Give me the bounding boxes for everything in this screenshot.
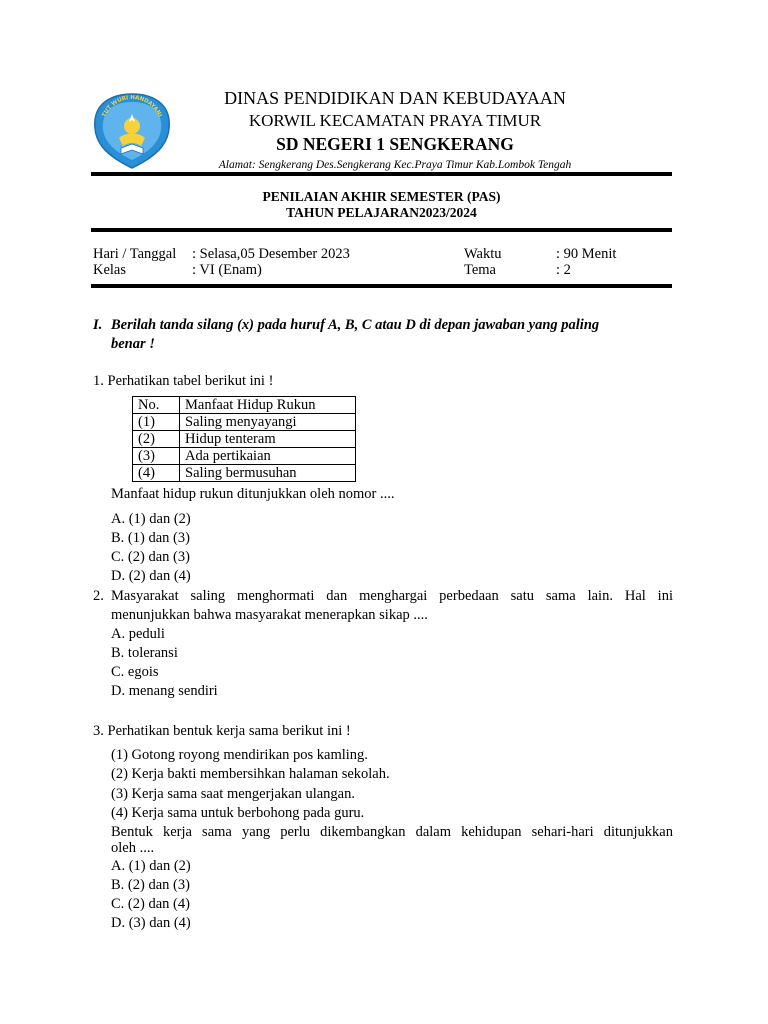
- q3-item-4: (4) Kerja sama untuk berbohong pada guru.: [111, 805, 365, 821]
- header-divider: [91, 172, 672, 176]
- table-cell: Saling menyayangi: [180, 414, 356, 431]
- class-label: Kelas: [93, 262, 127, 278]
- question-3: 3. Perhatikan bentuk kerja sama berikut ini !: [93, 723, 351, 739]
- school-address: Alamat: Sengkerang Des.Sengkerang Kec.Praya Timur Kab.Lombok Tengah: [218, 159, 572, 171]
- agency-name: DINAS PENDIDIKAN DAN KEBUDAYAAN: [224, 88, 566, 108]
- q3-item-3: (3) Kerja sama saat mengerjakan ulangan.: [111, 786, 355, 802]
- rukun-table: [132, 396, 356, 482]
- q1-option-a: A. (1) dan (2): [111, 511, 191, 527]
- q2-option-b: B. toleransi: [111, 645, 178, 661]
- school-name: SD NEGERI 1 SENGKERANG: [276, 134, 514, 154]
- table-row: [133, 448, 356, 465]
- class-value: : VI (Enam): [192, 262, 262, 278]
- exam-info: [93, 246, 673, 278]
- logo-motto: TUT WURI HANDAYANI: [101, 94, 163, 119]
- q2-option-c: C. egois: [111, 664, 159, 680]
- table-cell: Ada pertikaian: [180, 448, 356, 465]
- day-label: Hari / Tanggal: [93, 246, 177, 262]
- table-row: [133, 431, 356, 448]
- question-3-prompt-line-2: oleh ....: [111, 840, 155, 856]
- table-cell: (3): [133, 448, 180, 465]
- exam-title: [91, 189, 672, 221]
- table-cell: (2): [133, 431, 180, 448]
- table-cell: (4): [133, 465, 180, 482]
- table-cell: (1): [133, 414, 180, 431]
- question-1: 1. Perhatikan tabel berikut ini !: [93, 373, 274, 389]
- q1-option-d: D. (2) dan (4): [111, 568, 191, 584]
- district-name: KORWIL KECAMATAN PRAYA TIMUR: [248, 111, 542, 130]
- exam-name: PENILAIAN AKHIR SEMESTER (PAS): [262, 189, 501, 204]
- section-instruction: [93, 316, 653, 354]
- q2-option-a: A. peduli: [111, 626, 165, 642]
- q1-option-b: B. (1) dan (3): [111, 530, 190, 546]
- time-label: Waktu: [464, 246, 502, 262]
- table-cell: Saling bermusuhan: [180, 465, 356, 482]
- time-value: : 90 Menit: [556, 246, 617, 262]
- q3-option-c: C. (2) dan (4): [111, 896, 190, 912]
- table-row: [133, 414, 356, 431]
- section-number: I.: [93, 317, 103, 333]
- question-2-number: 2.: [93, 588, 104, 604]
- info-divider: [91, 284, 672, 288]
- table-header-cell: Manfaat Hidup Rukun: [180, 397, 356, 414]
- theme-label: Tema: [464, 262, 496, 278]
- tut-wuri-handayani-logo-icon: [91, 92, 173, 170]
- title-divider: [91, 228, 672, 232]
- table-cell: Hidup tenteram: [180, 431, 356, 448]
- table-row: [133, 465, 356, 482]
- letterhead: [185, 86, 605, 173]
- q3-option-b: B. (2) dan (3): [111, 877, 190, 893]
- q1-option-c: C. (2) dan (3): [111, 549, 190, 565]
- q2-option-d: D. menang sendiri: [111, 683, 218, 699]
- q3-option-a: A. (1) dan (2): [111, 858, 191, 874]
- table-header-cell: No.: [133, 397, 180, 414]
- table-header-row: [133, 397, 356, 414]
- academic-year: TAHUN PELAJARAN2023/2024: [286, 205, 477, 220]
- q3-item-1: (1) Gotong royong mendirikan pos kamling.: [111, 747, 368, 763]
- question-2-line-1: Masyarakat saling menghormati dan menghargai perbedaan satu sama lain. Hal ini: [111, 588, 673, 604]
- question-1-prompt: Manfaat hidup rukun ditunjukkan oleh nomor ....: [111, 486, 395, 502]
- instruction-line-2: benar !: [111, 336, 155, 352]
- question-3-prompt-line-1: Bentuk kerja sama yang perlu dikembangkan dalam kehidupan sehari-hari ditunjukkan: [111, 824, 673, 840]
- question-2-line-2: menunjukkan bahwa masyarakat menerapkan sikap ....: [111, 607, 428, 623]
- theme-value: : 2: [556, 262, 571, 278]
- q3-option-d: D. (3) dan (4): [111, 915, 191, 931]
- q3-item-2: (2) Kerja bakti membersihkan halaman sekolah.: [111, 766, 390, 782]
- instruction-line-1: Berilah tanda silang (x) pada huruf A, B, C atau D di depan jawaban yang paling: [111, 317, 600, 333]
- day-value: : Selasa,05 Desember 2023: [192, 246, 350, 262]
